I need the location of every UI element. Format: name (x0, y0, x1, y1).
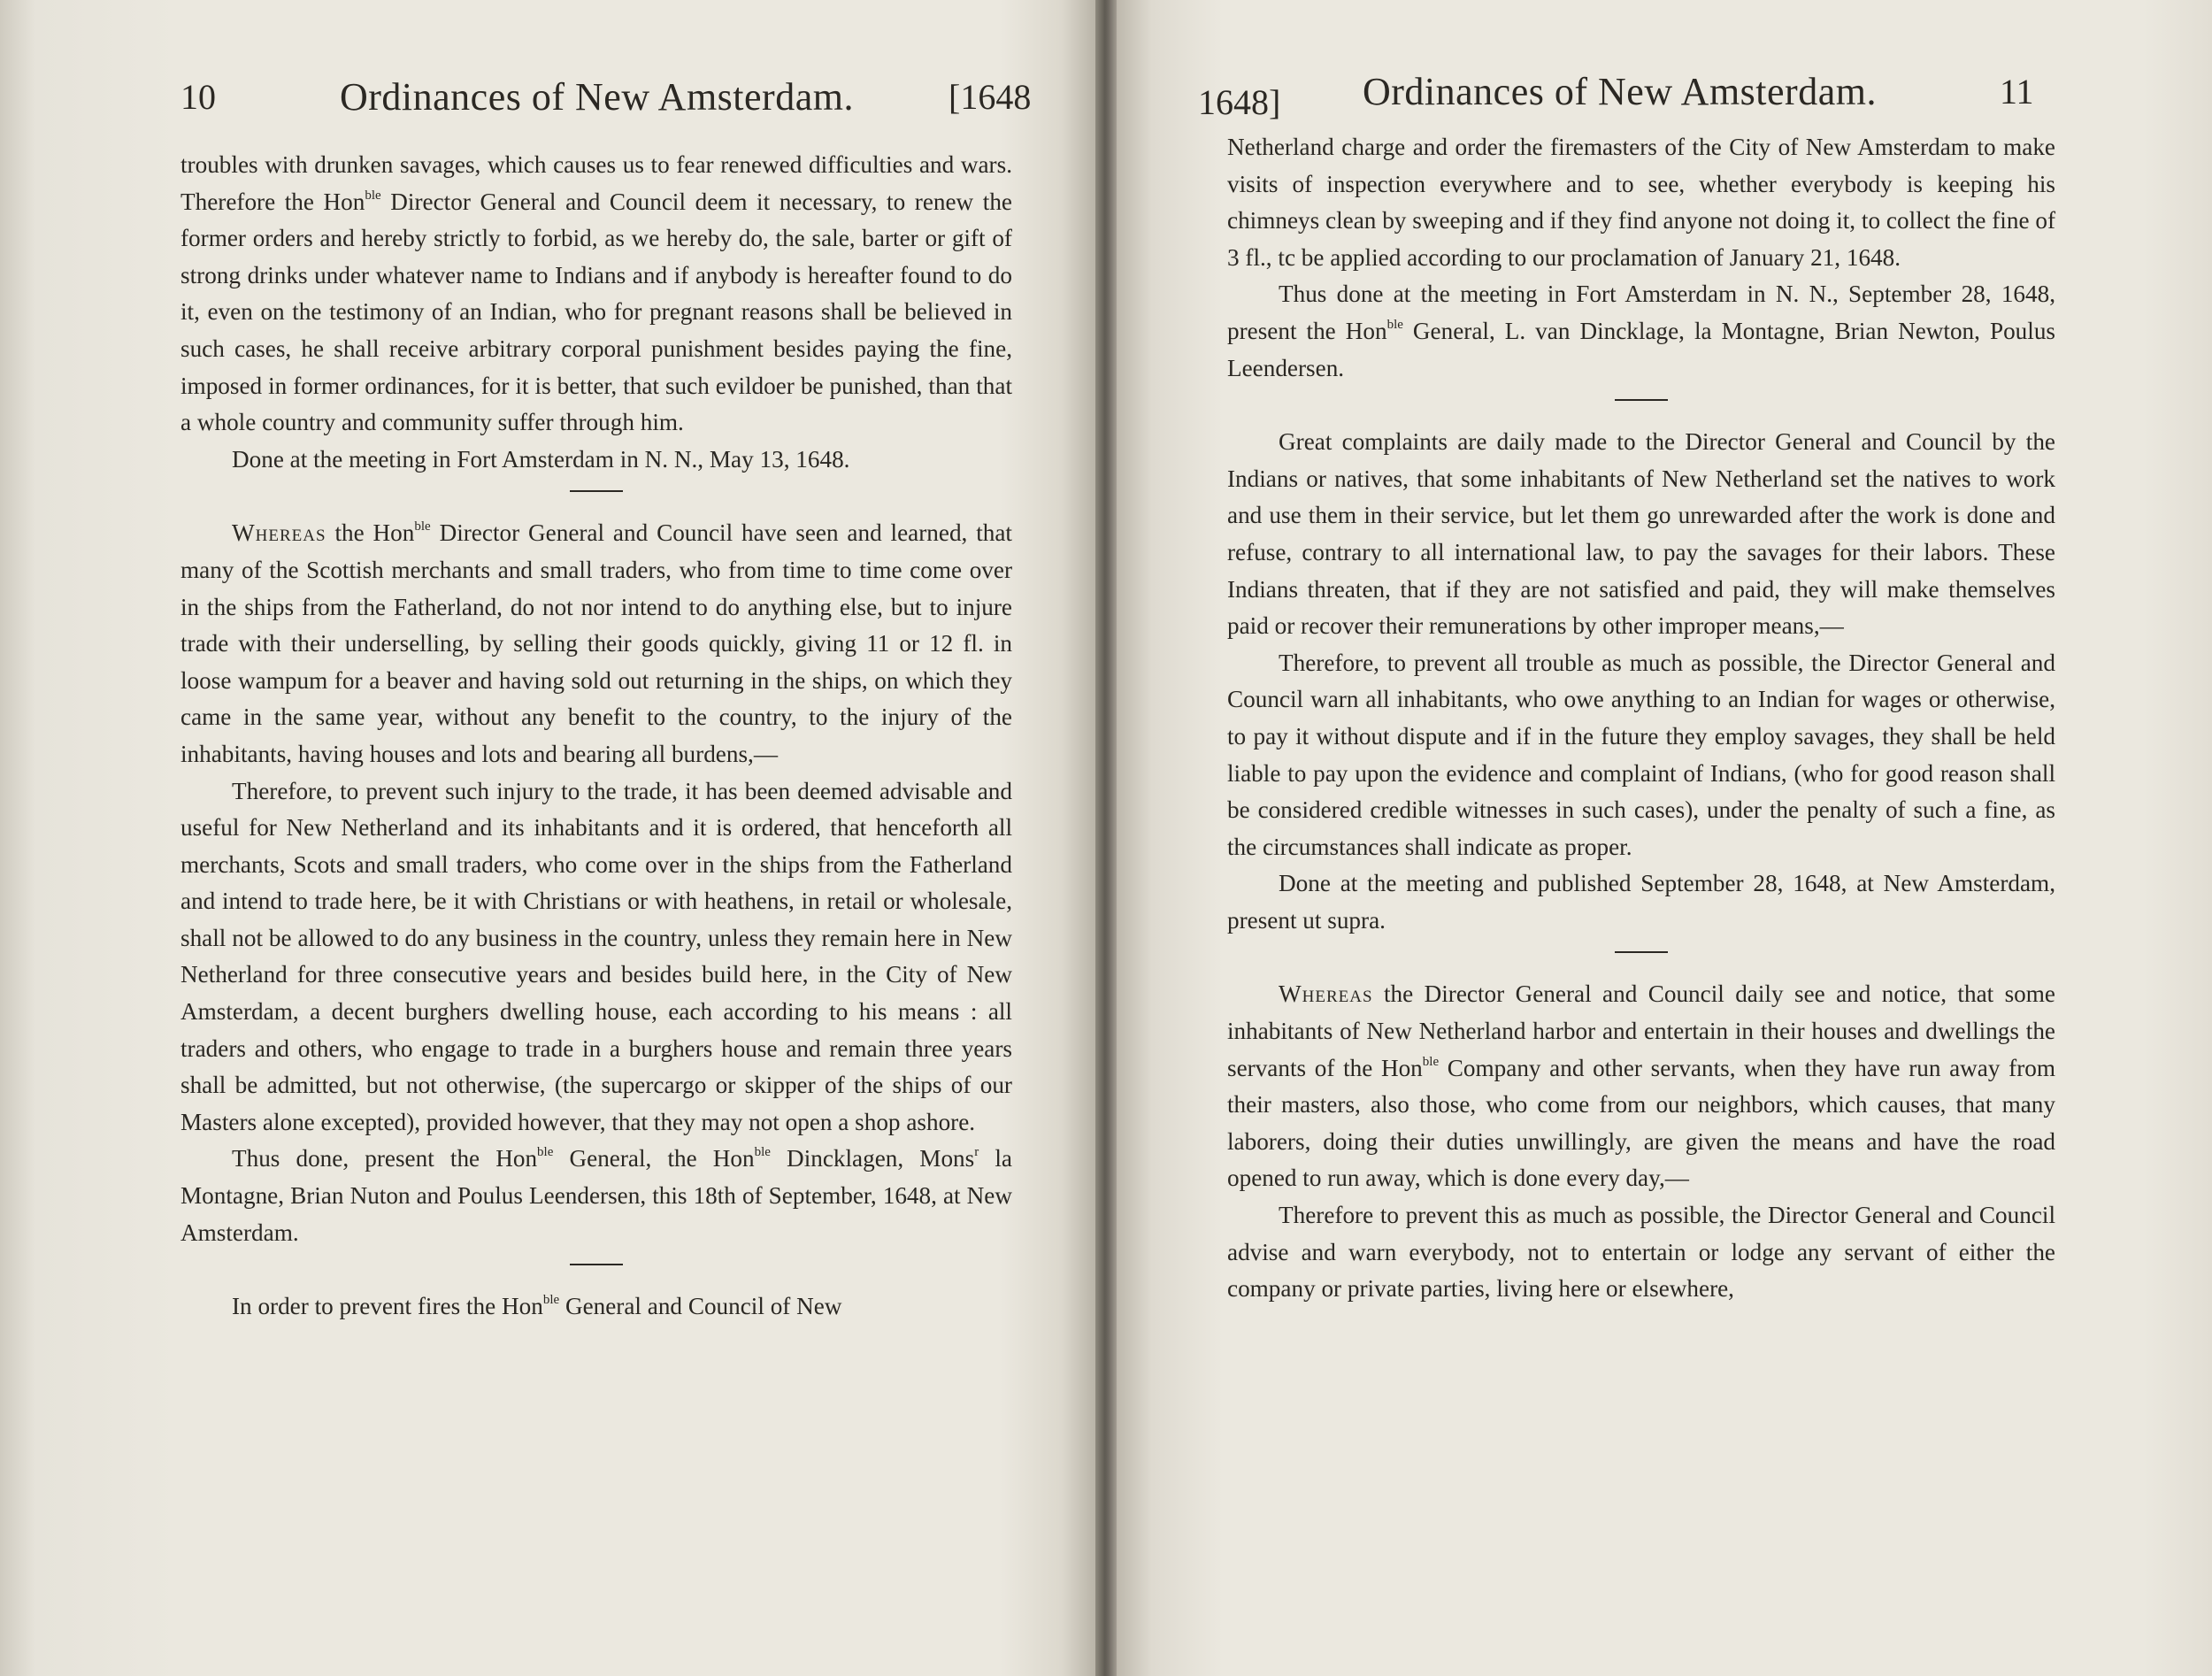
text-run: the Director General and Council daily see and notice, that some inhabitants of New Netherland harbor and entertain in their houses and dwellings the servants of the Hon (1227, 980, 2055, 1081)
text-run: troubles with drunken savages, which causes us to fear renewed difficulties and wars. Therefore the Hon (180, 151, 1012, 215)
superscript: ble (1386, 317, 1403, 332)
text-run: Thus done, present the Hon (232, 1145, 538, 1172)
paragraph: Great complaints are daily made to the Director General and Council by the Indians or natives, that some inhabitants of New Netherland set the natives to work and use them in their service, but let them go unrewarded after the work is done and refuse, contrary to all international law, to pay the savages for their labors. These Indians threaten, that if they are not satisfied and paid, they will make themselves paid or recover their remunerations by other improper means,— (1227, 428, 2055, 640)
paragraph (180, 515, 1012, 773)
left-page-header (0, 71, 1095, 133)
text-run: Director General and Council have seen and learned, that many of the Scottish merchants and small traders, who from time to time come over in the ships from the Fatherland, do not nor intend to do anything else, but to injure trade with their underselling, by selling their goods quickly, giving 11 or 12 fl. in loose wampum for a beaver and having sold out returning in the ships, on which they came in the same year, without any benefit to the country, to the injury of the inhabitants, having houses and lots and bearing all burdens,— (180, 519, 1012, 767)
paragraph (180, 1288, 1012, 1326)
year-mark: [1648 (949, 77, 1032, 117)
text-run: General, the Hon (553, 1145, 755, 1172)
text-run: the Hon (326, 519, 415, 547)
paragraph (1227, 276, 2055, 387)
running-title: Ordinances of New Amsterdam. (1363, 70, 1877, 113)
right-page-body (1227, 129, 2055, 1308)
left-page-body (180, 147, 1012, 1326)
superscript: ble (754, 1145, 771, 1160)
lead-word: Whereas (232, 519, 326, 547)
text-run: General and Council of New (559, 1293, 842, 1320)
text-run: General, L. van Dincklage, la Montagne, Brian Newton, Poulus Leendersen. (1227, 317, 2055, 381)
paragraph: Done at the meeting and published September 28, 1648, at New Amsterdam, present ut supra. (1227, 870, 2055, 934)
paragraph: Netherland charge and order the firemasters of the City of New Amsterdam to make visits of inspection everywhere and to see, whether everybody is keeping his chimneys clean by sweeping and if they find anyone not doing it, to collect the fine of 3 fl., tc be applied according to our proclamation of January 21, 1648. (1227, 134, 2055, 271)
right-page-header (1117, 65, 2212, 127)
section-divider (570, 1264, 623, 1265)
text-run: Dincklagen, Mons (770, 1145, 975, 1172)
page-number: 11 (2000, 72, 2034, 111)
paragraph (1227, 976, 2055, 1197)
paragraph: Done at the meeting in Fort Amsterdam in N. N., May 13, 1648. (232, 445, 850, 473)
section-divider (570, 490, 623, 492)
text-run: Company and other servants, when they have run away from their masters, also those, who come from our neighbors, which causes, that many laborers, doing their duties unwillingly, are given the means and have the road opened to run away, which is done every day,— (1227, 1054, 2055, 1192)
lead-word: Whereas (1279, 980, 1373, 1008)
section-divider (1615, 399, 1668, 401)
text-run: In order to prevent fires the Hon (232, 1293, 543, 1320)
paragraph: Therefore, to prevent all trouble as much as possible, the Director General and Council warn all inhabitants, who owe anything to an Indian for wages or otherwise, to pay it without dispute and if in the future they employ savages, they shall be held liable to pay upon the evidence and complaint of Indians, (who for good reason shall be considered credible witnesses in such cases), under the penalty of such a fine, as the circumstances shall indicate as proper. (1227, 649, 2055, 860)
page-number: 10 (180, 77, 216, 117)
paragraph (180, 147, 1012, 442)
superscript: r (974, 1145, 979, 1160)
left-page (0, 0, 1095, 1676)
paragraph: Therefore, to prevent such injury to the trade, it has been deemed advisable and useful for New Netherland and its inhabitants and it is ordered, that henceforth all merchants, Scots and small traders, who come over in the ships from the Fatherland and intend to trade here, be it with Christians or with heathens, in retail or wholesale, shall not be allowed to do any business in the country, unless they remain here in New Netherland for three consecutive years and besides build here, in the City of New Amsterdam, a decent burghers dwelling house, each according to his means : all traders and others, who engage to trade in a burghers house and remain three years shall be admitted, but not otherwise, (the supercargo or skipper of the ships of our Masters alone excepted), provided however, that they may not open a shop ashore. (180, 777, 1012, 1135)
superscript: ble (365, 188, 381, 203)
superscript: ble (1422, 1054, 1440, 1069)
paragraph (180, 1141, 1012, 1251)
text-run: Thus done at the meeting in Fort Amsterdam in N. N., September 28, 1648, present the Hon (1227, 281, 2055, 344)
superscript: ble (537, 1145, 554, 1160)
right-page (1117, 0, 2212, 1676)
text-run: la Montagne, Brian Nuton and Poulus Leendersen, this 18th of September, 1648, at New Amsterdam. (180, 1145, 1012, 1246)
text-run: Director General and Council deem it necessary, to renew the former orders and hereby strictly to forbid, as we hereby do, the sale, barter or gift of strong drinks under whatever name to Indians and if anybody is hereafter found to do it, even on the testimony of an Indian, who for pregnant reasons shall be believed in such cases, he shall receive arbitrary corporal punishment besides paying the fine, imposed in former ordinances, for it is better, that such evildoer be punished, than that a whole country and community suffer through him. (180, 188, 1012, 436)
year-mark: 1648] (1198, 82, 1281, 122)
running-title: Ordinances of New Amsterdam. (340, 75, 854, 119)
section-divider (1615, 951, 1668, 953)
superscript: ble (542, 1293, 560, 1308)
book-gutter (1095, 0, 1117, 1676)
paragraph: Therefore to prevent this as much as possible, the Director General and Council advise and warn everybody, not to entertain or lodge any servant of either the company or private parties, living here or elsewhere, (1227, 1202, 2055, 1303)
superscript: ble (414, 519, 431, 534)
